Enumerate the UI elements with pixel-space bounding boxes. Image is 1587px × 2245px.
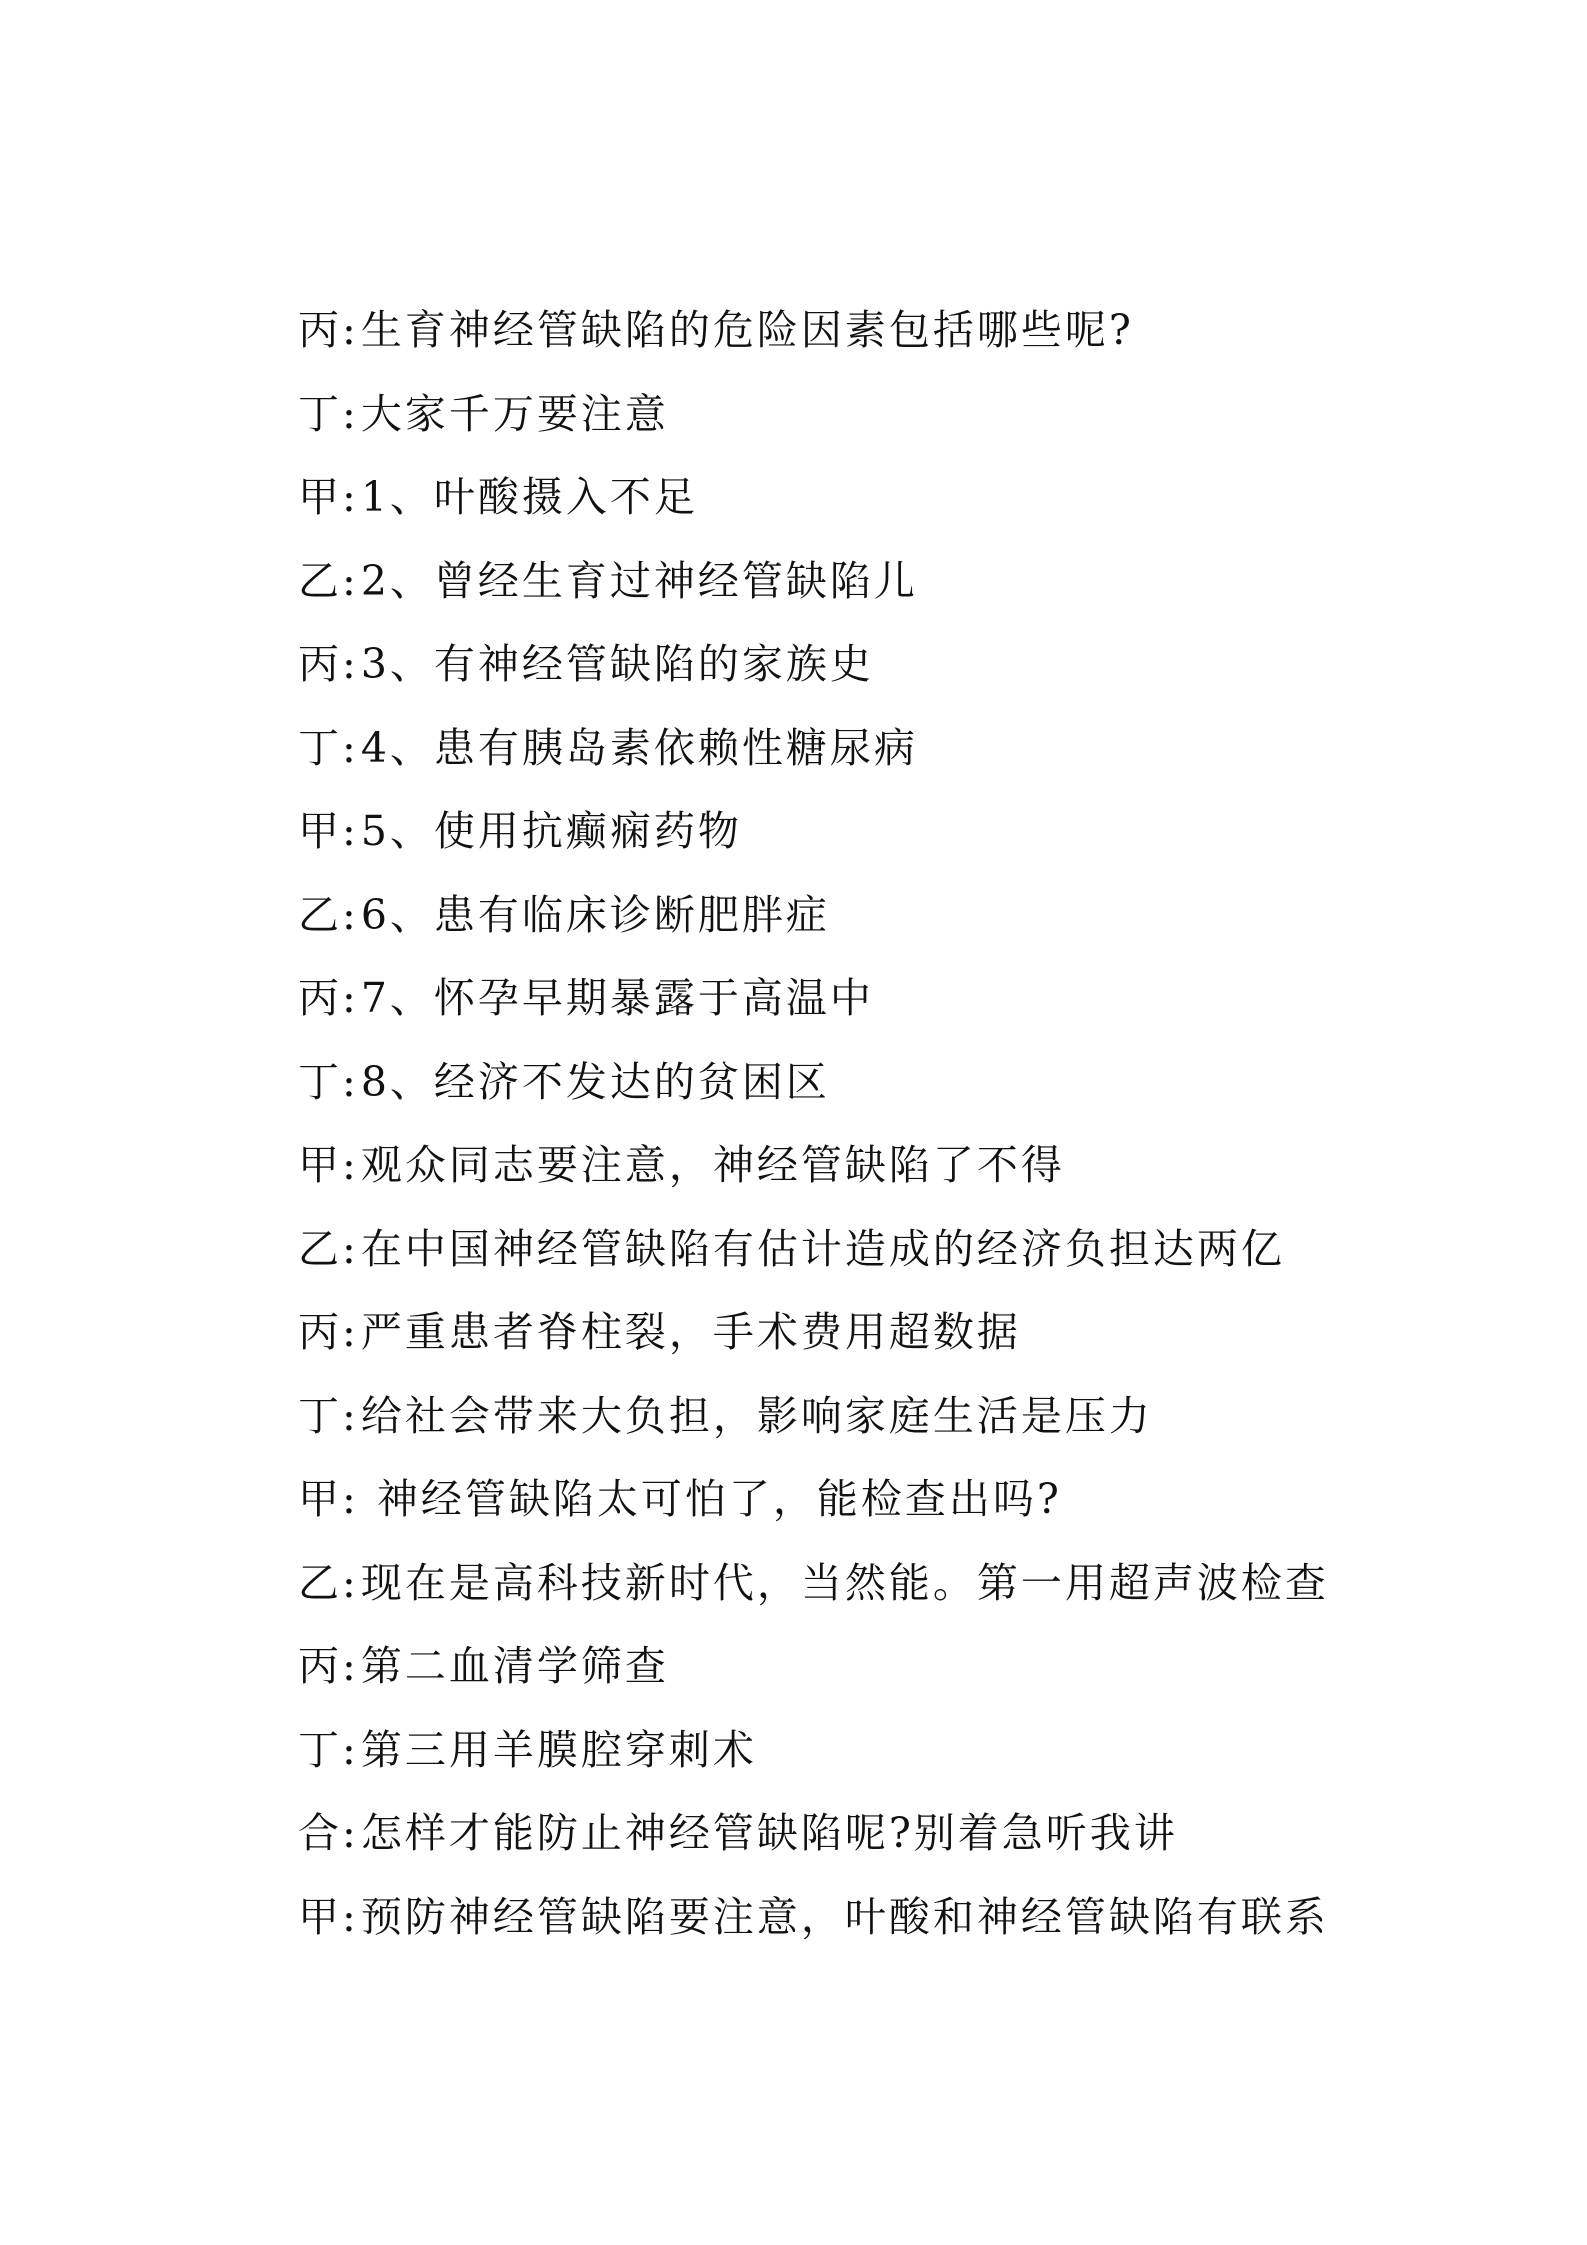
- speaker-label: 乙: [298, 556, 342, 605]
- speaker-label: 丙: [298, 1642, 342, 1690]
- line-text: 给社会带来大负担，影响家庭生活是压力: [360, 1391, 1153, 1440]
- dialogue-line: [298, 1887, 1448, 1971]
- speaker-colon: :: [342, 1475, 359, 1523]
- dialogue-line: [298, 718, 1448, 802]
- line-text: 怎样才能防止神经管缺陷呢?别着急听我讲: [360, 1809, 1178, 1857]
- line-text: 第二血清学筛查: [360, 1642, 669, 1690]
- speaker-colon: :: [342, 1391, 359, 1440]
- line-text: 大家千万要注意: [360, 389, 669, 438]
- line-text: 严重患者脊柱裂，手术费用超数据: [360, 1308, 1021, 1356]
- dialogue-line: [298, 1386, 1448, 1470]
- speaker-label: 丁: [298, 723, 342, 772]
- line-text: 2、曾经生育过神经管缺陷儿: [360, 556, 918, 605]
- line-text: 在中国神经管缺陷有估计造成的经济负担达两亿: [360, 1224, 1285, 1273]
- speaker-label: 丙: [298, 640, 342, 688]
- dialogue-line: [298, 1803, 1448, 1887]
- speaker-colon: :: [342, 974, 359, 1022]
- line-text: 预防神经管缺陷要注意，叶酸和神经管缺陷有联系: [360, 1892, 1329, 1941]
- speaker-colon: :: [342, 807, 359, 855]
- dialogue-line: [298, 801, 1448, 885]
- speaker-label: 丙: [298, 974, 342, 1022]
- dialogue-line: [298, 968, 1448, 1052]
- speaker-colon: :: [342, 890, 359, 939]
- speaker-colon: :: [342, 556, 359, 605]
- speaker-label: 丙: [298, 1308, 342, 1356]
- speaker-colon: :: [342, 1057, 359, 1106]
- dialogue-line: [298, 467, 1448, 551]
- speaker-label: 甲: [298, 1892, 342, 1941]
- dialogue-line: [298, 1135, 1448, 1219]
- dialogue-line: [298, 1469, 1448, 1553]
- speaker-label: 甲: [298, 807, 342, 855]
- dialogue-line: [298, 1052, 1448, 1136]
- line-text: 生育神经管缺陷的危险因素包括哪些呢?: [360, 306, 1134, 354]
- speaker-label: 乙: [298, 1224, 342, 1273]
- speaker-colon: :: [342, 473, 359, 521]
- line-text: 第三用羊膜腔穿刺术: [360, 1725, 757, 1774]
- speaker-label: 丁: [298, 389, 342, 438]
- line-text: 3、有神经管缺陷的家族史: [360, 640, 874, 688]
- speaker-colon: :: [342, 1725, 359, 1774]
- dialogue-line: [298, 885, 1448, 969]
- dialogue-lines: [298, 300, 1448, 1970]
- speaker-colon: :: [342, 1141, 359, 1189]
- speaker-colon: :: [342, 1308, 359, 1356]
- dialogue-line: [298, 1219, 1448, 1303]
- dialogue-line: [298, 1636, 1448, 1720]
- speaker-colon: :: [342, 389, 359, 438]
- speaker-label: 乙: [298, 890, 342, 939]
- speaker-colon: :: [342, 1642, 359, 1690]
- speaker-label: 丁: [298, 1057, 342, 1106]
- speaker-colon: :: [342, 1892, 359, 1941]
- line-text: 观众同志要注意，神经管缺陷了不得: [360, 1141, 1065, 1189]
- speaker-label: 甲: [298, 473, 342, 521]
- speaker-colon: :: [342, 640, 359, 688]
- speaker-label: 丙: [298, 306, 342, 354]
- speaker-label: 丁: [298, 1725, 342, 1774]
- speaker-label: 甲: [298, 1141, 342, 1189]
- speaker-colon: :: [342, 1558, 359, 1607]
- line-text: 8、经济不发达的贫困区: [360, 1057, 830, 1106]
- line-text: 7、怀孕早期暴露于高温中: [360, 974, 874, 1022]
- line-text: 5、使用抗癫痫药物: [360, 807, 742, 855]
- line-text: 4、患有胰岛素依赖性糖尿病: [360, 723, 918, 772]
- speaker-label: 合: [298, 1809, 342, 1857]
- speaker-colon: :: [342, 1809, 359, 1857]
- line-text: 6、患有临床诊断肥胖症: [360, 890, 830, 939]
- speaker-colon: :: [342, 1224, 359, 1273]
- line-text: 现在是高科技新时代，当然能。第一用超声波检查: [360, 1558, 1329, 1607]
- speaker-label: 乙: [298, 1558, 342, 1607]
- dialogue-line: [298, 551, 1448, 635]
- dialogue-line: [298, 300, 1448, 384]
- dialogue-line: [298, 1553, 1448, 1637]
- dialogue-line: [298, 1302, 1448, 1386]
- dialogue-line: [298, 384, 1448, 468]
- speaker-colon: :: [342, 723, 359, 772]
- dialogue-line: [298, 1720, 1448, 1804]
- speaker-label: 丁: [298, 1391, 342, 1440]
- line-text: 1、叶酸摄入不足: [360, 473, 698, 521]
- speaker-colon: :: [342, 306, 359, 354]
- speaker-label: 甲: [298, 1475, 342, 1523]
- dialogue-line: [298, 634, 1448, 718]
- line-text: 神经管缺陷太可怕了，能检查出吗?: [360, 1475, 1062, 1523]
